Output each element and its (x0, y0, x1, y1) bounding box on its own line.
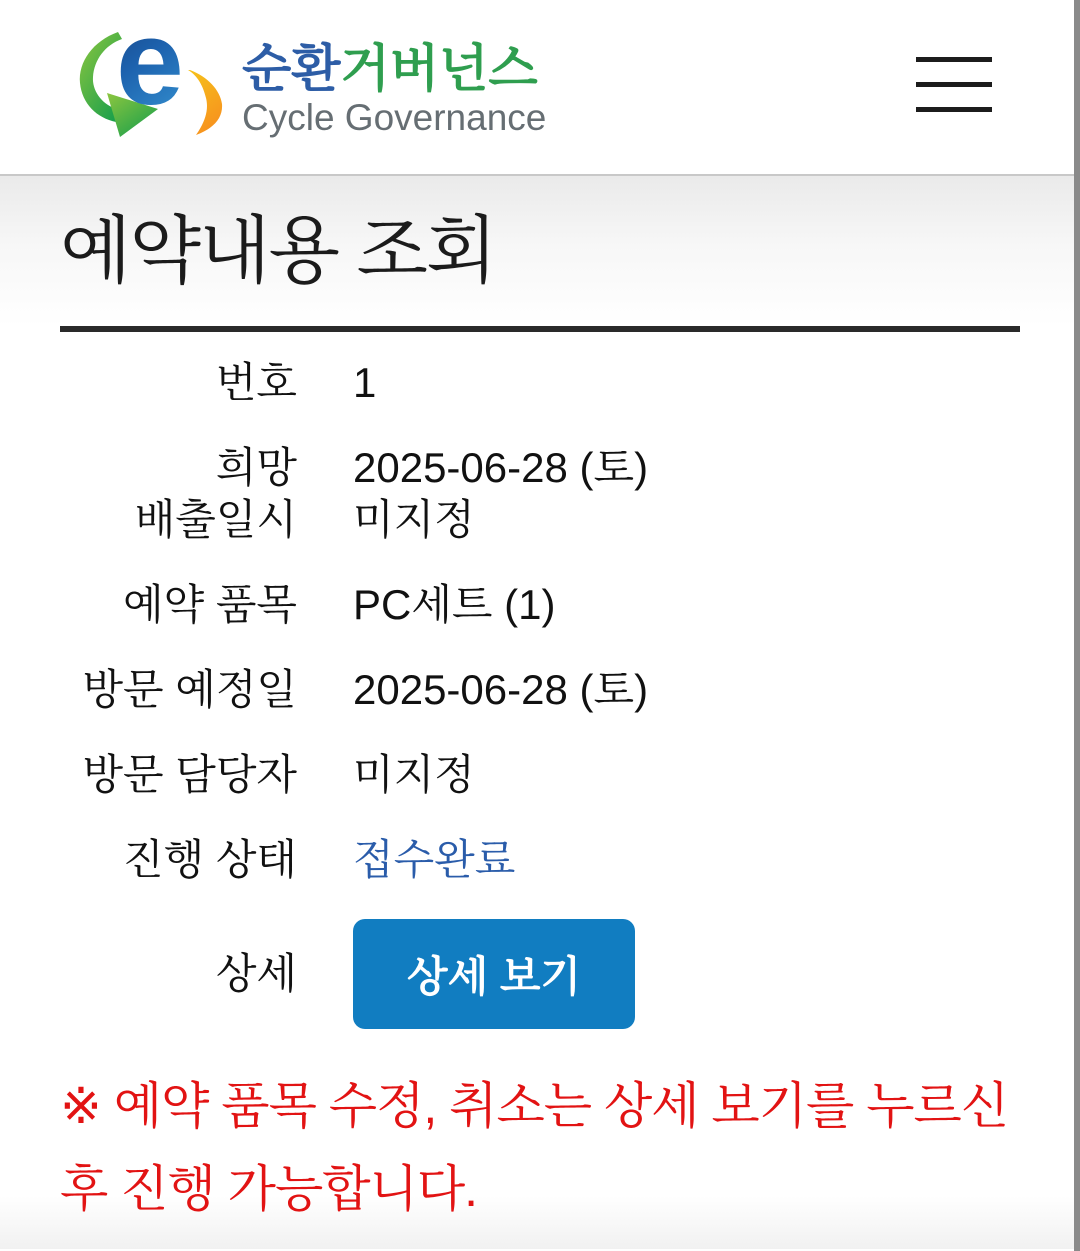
letter-e: e (116, 24, 184, 130)
reservation-detail-table (60, 332, 1020, 1029)
table-row-visit-staff (60, 749, 1020, 801)
row-value (353, 442, 1020, 546)
brand-ko-blue: 순환 (242, 39, 341, 97)
row-value-line1: 2025-06-28 (토) (353, 444, 649, 491)
row-label-line2: 배출일시 (134, 496, 297, 543)
row-value-line2: 미지정 (353, 496, 475, 543)
recycle-e-logo-icon (74, 24, 232, 150)
table-row-desired-discharge-datetime (60, 442, 1020, 546)
hamburger-icon-bar (916, 57, 992, 62)
brand-name-korean (242, 41, 546, 97)
row-label: 진행 상태 (123, 836, 297, 883)
hamburger-icon-bar (916, 107, 992, 112)
row-label: 방문 예정일 (82, 666, 297, 713)
table-row-reserved-items (60, 579, 1020, 631)
warning-note: ※ 예약 품목 수정, 취소는 상세 보기를 누르신 후 진행 가능합니다. (60, 1078, 1009, 1217)
brand-name-english: Cycle Governance (242, 96, 547, 138)
row-value: 1 (353, 359, 377, 406)
brand-text (242, 41, 546, 138)
row-label: 번호 (215, 359, 297, 406)
row-value: 2025-06-28 (토) (353, 666, 649, 713)
row-label: 방문 담당자 (82, 751, 297, 798)
brand-logo[interactable] (74, 24, 546, 150)
row-value (353, 919, 1020, 1029)
scrollbar[interactable] (1074, 0, 1080, 1251)
table-row-visit-date (60, 664, 1020, 716)
row-value (353, 834, 1020, 886)
hamburger-menu-button[interactable] (916, 57, 992, 112)
brand-ko-green: 거버넌스 (340, 39, 538, 97)
row-label (60, 442, 297, 546)
detail-view-button[interactable]: 상세 보기 (353, 919, 635, 1029)
row-label-line1: 희망 (215, 444, 297, 491)
table-row-progress-status (60, 834, 1020, 886)
page-title: 예약내용 조회 (60, 209, 496, 292)
row-label: 상세 (215, 950, 297, 997)
site-header (0, 0, 1080, 176)
row-value: 미지정 (353, 751, 475, 798)
row-value: PC세트 (1) (353, 581, 556, 628)
table-row-number (60, 357, 1020, 409)
hamburger-icon-bar (916, 82, 992, 87)
reservation-lookup-section (0, 176, 1080, 1249)
row-label: 예약 품목 (123, 581, 297, 628)
yellow-swoosh (188, 70, 222, 135)
table-row-detail (60, 919, 1020, 1029)
status-link[interactable]: 접수완료 (353, 836, 516, 883)
